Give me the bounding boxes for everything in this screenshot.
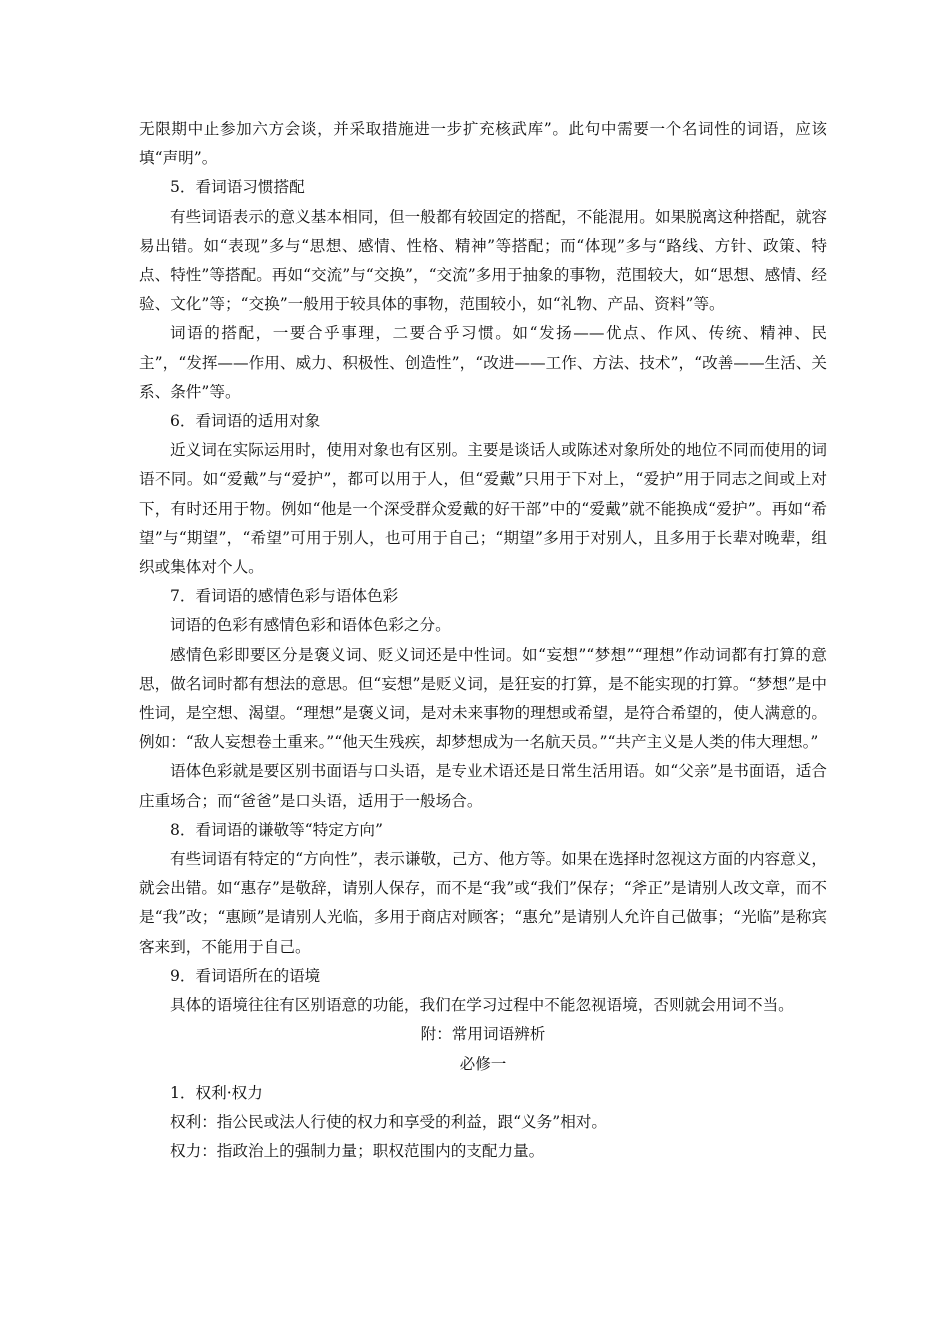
document-page (139, 115, 827, 1166)
definition-quanli-rights: 权利：指公民或法人行使的权力和享受的利益，跟“义务”相对。 (170, 1112, 607, 1131)
section-7-paragraph-3: 语体色彩就是要区别书面语与口头语，是专业术语还是日常生活用语。如“父亲”是书面语，适合庄重场合；而“爸爸”是口头语，适用于一般场合。 (139, 762, 827, 810)
appendix-title: 附：常用词语辨析 (420, 1025, 546, 1044)
section-heading-6: 6．看词语的适用对象 (170, 412, 321, 431)
section-heading-5: 5．看词语习惯搭配 (170, 178, 305, 197)
continuation-paragraph: 无限期中止参加六方会谈，并采取措施进一步扩充核武库”。此句中需要一个名词性的词语，应该填“声明”。 (139, 120, 827, 168)
definition-quanli-power: 权力：指政治上的强制力量；职权范围内的支配力量。 (170, 1142, 545, 1161)
section-5-paragraph-1: 有些词语表示的意义基本相同，但一般都有较固定的搭配，不能混用。如果脱离这种搭配，就容易出错。如“表现”多与“思想、感情、性格、精神”等搭配；而“体现”多与“路线、方针、政策、特点、特性”等搭配。再如“交流”与“交换”，“交流”多用于抽象的事物，范围较大，如“思想、感情、经验、文化”等；“交换”一般用于较具体的事物，范围较小，如“礼物、产品、资料”等。 (139, 207, 827, 314)
appendix-subtitle: 必修一 (459, 1054, 507, 1073)
section-8-paragraph-1: 有些词语有特定的“方向性”，表示谦敬，己方、他方等。如果在选择时忽视这方面的内容意义，就会出错。如“惠存”是敬辞，请别人保存，而不是“我”或“我们”保存；“斧正”是请别人改文章，而不是“我”改；“惠顾”是请别人光临，多用于商店对顾客；“惠允”是请别人允许自己做事；“光临”是称宾客来到，不能用于自己。 (139, 850, 827, 956)
appendix-item-heading: 1．权利·权力 (170, 1083, 263, 1102)
section-7-paragraph-2: 感情色彩即要区分是褒义词、贬义词还是中性词。如“妄想”“梦想”“理想”作动词都有打算的意思，做名词时都有想法的意思。但“妄想”是贬义词，是狂妄的打算，是不能实现的打算。“梦想”是中性词，是空想、渴望。“理想”是褒义词，是对未来事物的理想或希望，是符合希望的，使人满意的。例如：“敌人妄想卷土重来。”“他天生残疾，却梦想成为一名航天员。”“共产主义是人类的伟大理想。” (139, 645, 827, 752)
section-5-paragraph-2: 词语的搭配，一要合乎事理，二要合乎习惯。如“发扬——优点、作风、传统、精神、民主”，“发挥——作用、威力、积极性、创造性”，“改进——工作、方法、技术”，“改善——生活、关系、条件”等。 (139, 324, 827, 401)
section-7-paragraph-1: 词语的色彩有感情色彩和语体色彩之分。 (170, 616, 451, 635)
section-heading-8: 8．看词语的谦敬等“特定方向” (170, 820, 383, 839)
section-9-paragraph-1: 具体的语境往往有区别语意的功能，我们在学习过程中不能忽视语境，否则就会用词不当。 (170, 996, 794, 1015)
section-heading-7: 7．看词语的感情色彩与语体色彩 (170, 587, 399, 606)
section-6-paragraph-1: 近义词在实际运用时，使用对象也有区别。主要是谈话人或陈述对象所处的地位不同而使用的词语不同。如“爱戴”与“爱护”，都可以用于人，但“爱戴”只用于下对上，“爱护”用于同志之间或上对下，有时还用于物。例如“他是一个深受群众爱戴的好干部”中的“爱戴”就不能换成“爱护”。再如“希望”与“期望”，“希望”可用于别人，也可用于自己；“期望”多用于对别人，且多用于长辈对晚辈，组织或集体对个人。 (139, 441, 827, 577)
section-heading-9: 9．看词语所在的语境 (170, 966, 321, 985)
